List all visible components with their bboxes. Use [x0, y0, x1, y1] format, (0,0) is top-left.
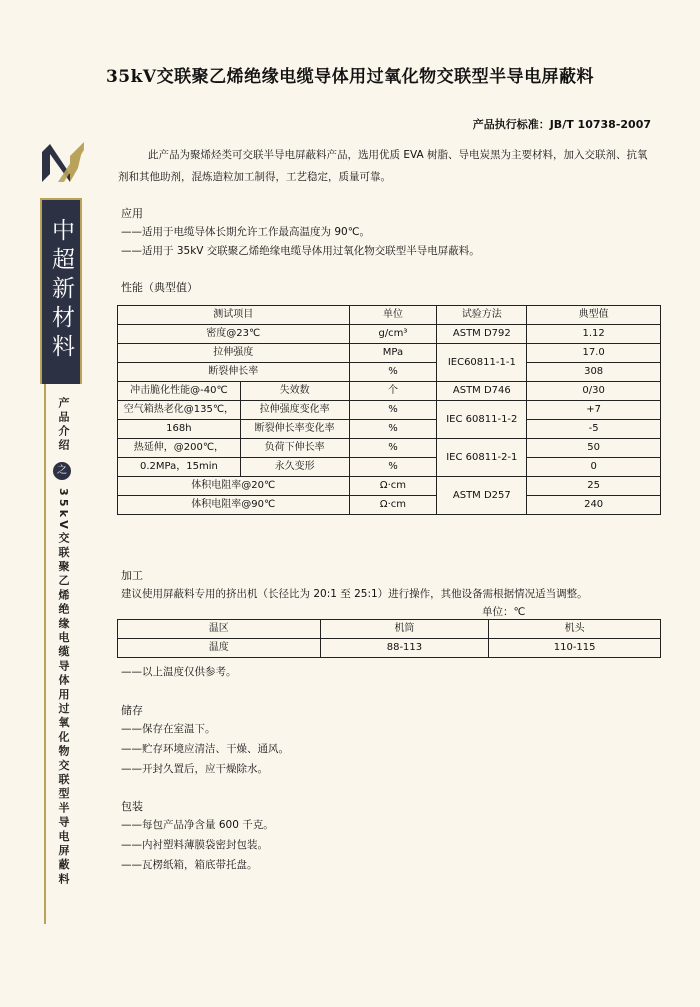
cell: 17.0 — [527, 344, 661, 363]
processing-note: ——以上温度仅供参考。 — [121, 666, 237, 678]
processing-description: 建议使用屏蔽料专用的挤出机（长径比为 20:1 至 25:1）进行操作，其他设备需根据情况适当调整。 — [121, 588, 588, 600]
header-cell: 典型值 — [527, 306, 661, 325]
cell: 个 — [349, 382, 437, 401]
cell: 温度 — [118, 639, 321, 658]
cell: 25 — [527, 477, 661, 496]
table-row — [118, 496, 661, 515]
cell: % — [349, 401, 437, 420]
cell: 体积电阻率@90℃ — [118, 496, 350, 515]
sidebar-circle-badge: 之 — [53, 462, 71, 480]
table-header-row — [118, 306, 661, 325]
cell: 168h — [118, 420, 241, 439]
cell: ASTM D746 — [437, 382, 527, 401]
packaging-line: ——每包产品净含量 600 千克。 — [121, 819, 274, 831]
table-row — [118, 439, 661, 458]
processing-unit: 单位：℃ — [482, 606, 526, 618]
application-line: ——适用于电缆导体长期允许工作最高温度为 90℃。 — [121, 226, 370, 238]
cell: 0 — [527, 458, 661, 477]
storage-heading: 储存 — [121, 704, 143, 717]
table-row — [118, 401, 661, 420]
cell: 110-115 — [489, 639, 661, 658]
application-line: ——适用于 35kV 交联聚乙烯绝缘电缆导体用过氧化物交联型半导电屏蔽料。 — [121, 245, 480, 257]
table-row — [118, 458, 661, 477]
packaging-line: ——瓦楞纸箱，箱底带托盘。 — [121, 859, 258, 871]
sidebar-product-name: 35kV交联聚乙烯绝缘电缆导体用过氧化物交联型半导电屏蔽料 — [57, 488, 70, 887]
sidebar-brand: 中超新材料 — [48, 218, 74, 363]
performance-heading: 性能（典型值） — [121, 281, 198, 294]
cell: 50 — [527, 439, 661, 458]
cell: 永久变形 — [240, 458, 349, 477]
table-row — [118, 325, 661, 344]
cell: 拉伸强度 — [118, 344, 350, 363]
cell: % — [349, 439, 437, 458]
processing-table — [117, 619, 661, 658]
cell: 负荷下伸长率 — [240, 439, 349, 458]
sidebar-brand-panel — [40, 198, 82, 384]
storage-line: ——开封久置后，应干燥除水。 — [121, 763, 268, 775]
header-cell: 机筒 — [320, 620, 489, 639]
cell: 失效数 — [240, 382, 349, 401]
table-row — [118, 639, 661, 658]
header-cell: 试验方法 — [437, 306, 527, 325]
cell: 308 — [527, 363, 661, 382]
cell: 热延伸，@200℃， — [118, 439, 241, 458]
cell: 拉伸强度变化率 — [240, 401, 349, 420]
cell: ASTM D257 — [437, 477, 527, 515]
storage-line: ——贮存环境应清洁、干燥、通风。 — [121, 743, 289, 755]
processing-heading: 加工 — [121, 569, 143, 582]
cell: 88-113 — [320, 639, 489, 658]
table-row — [118, 477, 661, 496]
cell: 冲击脆化性能@-40℃ — [118, 382, 241, 401]
cell: IEC 60811-2-1 — [437, 439, 527, 477]
sidebar-section: 产品介绍 — [57, 397, 70, 453]
cell: IEC 60811-1-2 — [437, 401, 527, 439]
application-heading: 应用 — [121, 207, 143, 220]
cell: 1.12 — [527, 325, 661, 344]
table-row — [118, 420, 661, 439]
header-cell: 单位 — [349, 306, 437, 325]
cell: 断裂伸长率变化率 — [240, 420, 349, 439]
cell: -5 — [527, 420, 661, 439]
cell: Ω·cm — [349, 496, 437, 515]
company-logo-icon — [40, 140, 86, 184]
cell: IEC60811-1-1 — [437, 344, 527, 382]
cell: 空气箱热老化@135℃， — [118, 401, 241, 420]
table-row — [118, 344, 661, 363]
storage-line: ——保存在室温下。 — [121, 723, 216, 735]
cell: % — [349, 363, 437, 382]
header-cell: 温区 — [118, 620, 321, 639]
cell: % — [349, 420, 437, 439]
intro-paragraph: 此产品为聚烯烃类可交联半导电屏蔽料产品，选用优质 EVA 树脂、导电炭黑为主要材料，加入交联剂、抗氧剂和其他助剂，混炼造粒加工制得，工艺稳定，质量可靠。 — [118, 149, 648, 183]
product-standard: 产品执行标准：JB/T 10738-2007 — [472, 118, 651, 131]
cell: g/cm³ — [349, 325, 437, 344]
header-cell: 测试项目 — [118, 306, 350, 325]
cell: 断裂伸长率 — [118, 363, 350, 382]
cell: 密度@23℃ — [118, 325, 350, 344]
cell: 0/30 — [527, 382, 661, 401]
sidebar-rule — [44, 384, 46, 924]
packaging-line: ——内衬塑料薄膜袋密封包装。 — [121, 839, 268, 851]
cell: Ω·cm — [349, 477, 437, 496]
performance-table — [117, 305, 661, 515]
page-title: 35kV交联聚乙烯绝缘电缆导体用过氧化物交联型半导电屏蔽料 — [105, 67, 595, 87]
cell: MPa — [349, 344, 437, 363]
cell: ASTM D792 — [437, 325, 527, 344]
table-row — [118, 363, 661, 382]
cell: 240 — [527, 496, 661, 515]
cell: % — [349, 458, 437, 477]
table-row — [118, 382, 661, 401]
cell: 0.2MPa，15min — [118, 458, 241, 477]
cell: 体积电阻率@20℃ — [118, 477, 350, 496]
packaging-heading: 包装 — [121, 800, 143, 813]
header-cell: 机头 — [489, 620, 661, 639]
table-header-row — [118, 620, 661, 639]
cell: +7 — [527, 401, 661, 420]
